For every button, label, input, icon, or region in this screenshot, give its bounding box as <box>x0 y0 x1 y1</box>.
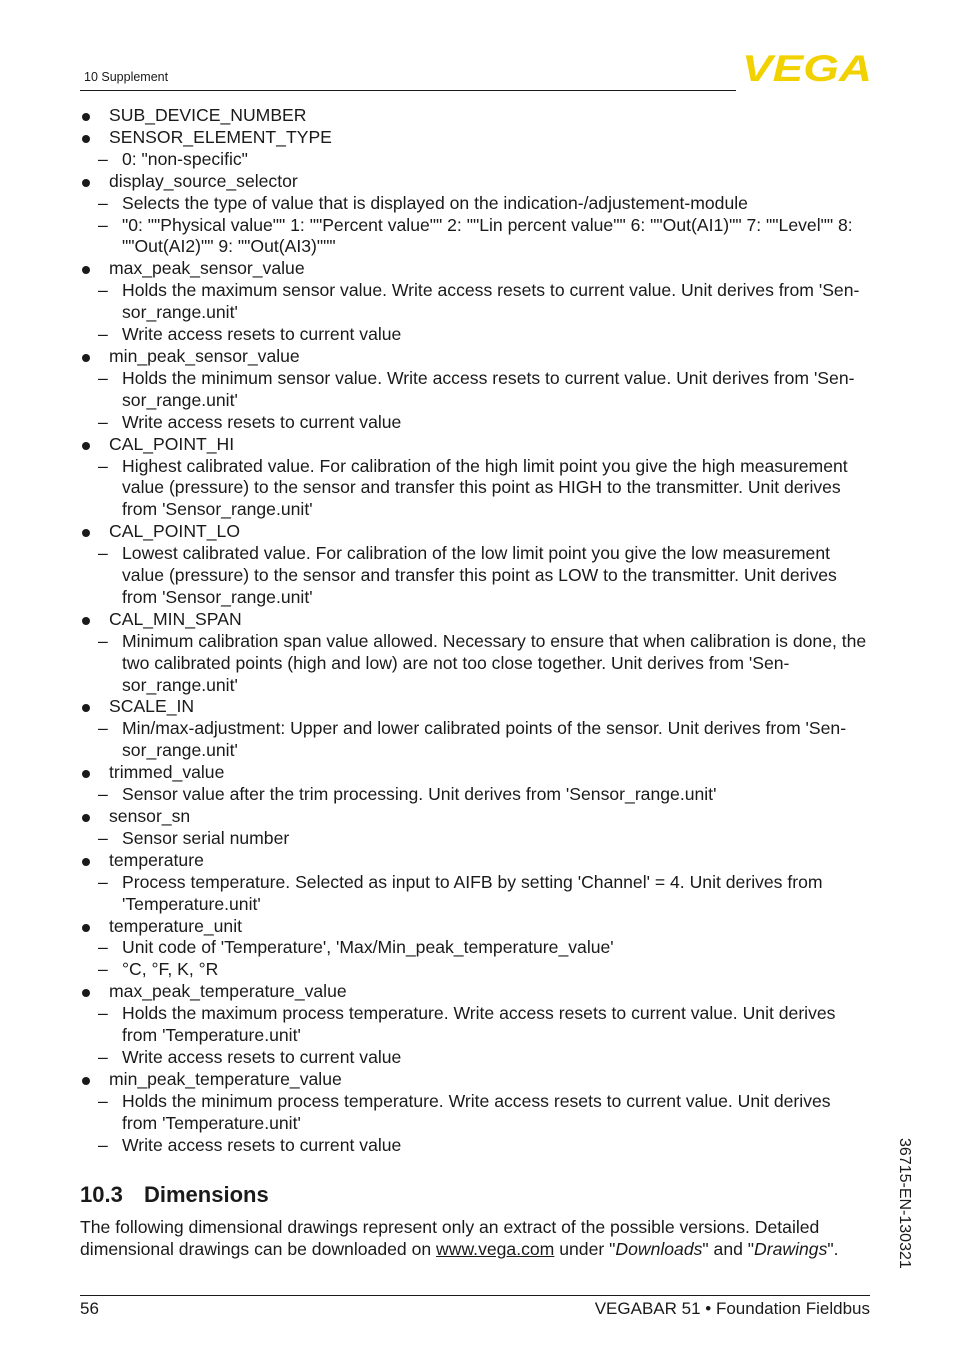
dash-marker: – <box>98 1003 108 1024</box>
list-item <box>80 981 870 1003</box>
section-heading <box>80 1182 269 1208</box>
sub-item <box>80 1047 870 1069</box>
header-divider <box>80 90 736 91</box>
sub-item <box>80 1091 870 1135</box>
sub-item-text: Holds the maximum sensor value. Write access resets to current value. Unit derives from 'Sensor_range.unit' <box>122 280 860 323</box>
sub-item <box>80 872 870 916</box>
sub-item-text: Unit code of 'Temperature', 'Max/Min_peak_temperature_value' <box>122 937 614 958</box>
bullet-icon <box>82 1077 90 1085</box>
bullet-icon <box>82 858 90 866</box>
dash-marker: – <box>98 543 108 564</box>
sub-item-text: Write access resets to current value <box>122 1046 402 1067</box>
parameter-name: SCALE_IN <box>109 696 195 717</box>
dash-marker: – <box>98 1090 108 1111</box>
sub-item <box>80 543 870 609</box>
vega-website-link[interactable]: www.vega.com <box>436 1239 555 1259</box>
vega-logo <box>741 52 873 84</box>
dash-marker: – <box>98 214 108 235</box>
dash-marker: – <box>98 411 108 432</box>
list-item <box>80 762 870 784</box>
parameter-name: CAL_POINT_HI <box>109 433 235 454</box>
dash-marker: – <box>98 455 108 476</box>
bullet-icon <box>82 135 90 143</box>
parameter-name: CAL_MIN_SPAN <box>109 608 242 629</box>
list-item <box>80 346 870 368</box>
dash-marker: – <box>98 959 108 980</box>
section-number: 10.3 <box>80 1182 123 1207</box>
list-item <box>80 609 870 631</box>
dash-marker: – <box>98 148 108 169</box>
parameter-list <box>80 105 870 1157</box>
bullet-icon <box>82 814 90 822</box>
parameter-name: temperature <box>109 849 204 870</box>
sub-item <box>80 368 870 412</box>
sub-item-text: Write access resets to current value <box>122 411 402 432</box>
bullet-icon <box>82 113 90 121</box>
list-item <box>80 105 870 127</box>
sub-item <box>80 718 870 762</box>
sub-item-text: Minimum calibration span value allowed. Necessary to ensure that when calibration is done, the two calibrated points (high and low) are not too close together. Unit derives from 'Sensor_range.unit' <box>122 630 867 695</box>
sub-item-text: "0: ""Physical value"" 1: ""Percent value"" 2: ""Lin percent value"" 6: ""Out(AI1)"" 7: ""Level"" 8: ""Out(AI2)"" 9: ""Out(AI3)""" <box>122 214 853 257</box>
sub-item-text: Lowest calibrated value. For calibration of the low limit point you give the low measurement value (pressure) to the sensor and transfer this point as LOW to the transmitter. Unit derives from 'Sensor_range.unit' <box>122 543 837 607</box>
parameter-name: SENSOR_ELEMENT_TYPE <box>109 126 332 147</box>
bullet-icon <box>82 529 90 537</box>
sub-item-text: °C, °F, K, °R <box>122 959 219 980</box>
sub-item-text: Process temperature. Selected as input to AIFB by setting 'Channel' = 4. Unit derives from 'Temperature.unit' <box>122 871 823 914</box>
intro-text: ". <box>827 1239 839 1259</box>
downloads-emphasis: Downloads <box>615 1239 703 1259</box>
bullet-icon <box>82 704 90 712</box>
list-item <box>80 806 870 828</box>
bullet-icon <box>82 989 90 997</box>
dash-marker: – <box>98 630 108 651</box>
sub-item-text: Write access resets to current value <box>122 1134 402 1155</box>
section-title: Dimensions <box>144 1182 269 1207</box>
parameter-name: max_peak_sensor_value <box>109 258 305 279</box>
bullet-icon <box>82 617 90 625</box>
sub-item <box>80 149 870 171</box>
parameter-name: CAL_POINT_LO <box>109 521 241 542</box>
bullet-icon <box>82 266 90 274</box>
sub-item-text: Sensor value after the trim processing. Unit derives from 'Sensor_range.unit' <box>122 784 717 805</box>
svg-text:VEGA: VEGA <box>742 52 872 84</box>
dash-marker: – <box>98 871 108 892</box>
sub-item-text: Write access resets to current value <box>122 324 402 345</box>
sub-item <box>80 412 870 434</box>
parameter-name: max_peak_temperature_value <box>109 981 347 1002</box>
dash-marker: – <box>98 367 108 388</box>
sub-item <box>80 828 870 850</box>
sub-item <box>80 456 870 522</box>
dash-marker: – <box>98 1046 108 1067</box>
sub-item <box>80 193 870 215</box>
dash-marker: – <box>98 784 108 805</box>
list-item <box>80 521 870 543</box>
list-item <box>80 1069 870 1091</box>
sub-item <box>80 1003 870 1047</box>
sub-item-text: 0: "non-specific" <box>122 148 248 169</box>
list-item <box>80 171 870 193</box>
list-item <box>80 434 870 456</box>
sub-item <box>80 324 870 346</box>
list-item <box>80 850 870 872</box>
parameter-name: sensor_sn <box>109 806 191 826</box>
dash-marker: – <box>98 1134 108 1155</box>
list-item <box>80 696 870 718</box>
dash-marker: – <box>98 192 108 213</box>
parameter-name: SUB_DEVICE_NUMBER <box>109 105 307 125</box>
sub-item-text: Selects the type of value that is displayed on the indication-/adjustement-module <box>122 192 748 213</box>
parameter-name: trimmed_value <box>109 762 225 783</box>
sub-item <box>80 784 870 806</box>
sub-item <box>80 631 870 697</box>
parameter-name: min_peak_temperature_value <box>109 1068 342 1089</box>
parameter-name: min_peak_sensor_value <box>109 345 300 366</box>
document-code: 36715-EN-130321 <box>896 1138 913 1269</box>
sub-item-text: Min/max-adjustment: Upper and lower calibrated points of the sensor. Unit derives from 'Sensor_range.unit' <box>122 718 847 761</box>
document-title: VEGABAR 51 • Foundation Fieldbus <box>594 1299 870 1318</box>
bullet-icon <box>82 354 90 362</box>
parameter-name: temperature_unit <box>109 915 243 936</box>
dash-marker: – <box>98 827 108 848</box>
list-item <box>80 916 870 938</box>
dash-marker: – <box>98 718 108 739</box>
list-item <box>80 258 870 280</box>
dash-marker: – <box>98 280 108 301</box>
sub-item-text: Highest calibrated value. For calibration of the high limit point you give the high measurement value (pressure) to the sensor and transfer this point as HIGH to the transmitter. Unit derives from 'Sensor_range.unit' <box>122 455 848 520</box>
dash-marker: – <box>98 937 108 958</box>
intro-text: The following dimensional drawings represent only an extract of the possible versions. Detailed dimensional drawings can be downloaded on <box>80 1217 820 1259</box>
sub-item-text: Holds the maximum process temperature. Write access resets to current value. Unit derives from 'Temperature.unit' <box>122 1003 836 1046</box>
parameter-name: display_source_selector <box>109 170 298 191</box>
sub-item-text: Holds the minimum process temperature. Write access resets to current value. Unit derives from 'Temperature.unit' <box>122 1090 831 1133</box>
dash-marker: – <box>98 324 108 345</box>
running-header: 10 Supplement <box>84 70 169 84</box>
bullet-icon <box>82 770 90 778</box>
intro-text: under " <box>554 1239 616 1259</box>
section-intro-paragraph <box>80 1216 870 1260</box>
bullet-icon <box>82 442 90 450</box>
list-item <box>80 127 870 149</box>
page-number: 56 <box>80 1299 99 1318</box>
sub-item <box>80 1135 870 1157</box>
drawings-emphasis: Drawings <box>754 1239 828 1259</box>
bullet-icon <box>82 924 90 932</box>
sub-item <box>80 959 870 981</box>
bullet-icon <box>82 179 90 187</box>
intro-text: " and " <box>702 1239 755 1259</box>
footer-divider <box>80 1295 870 1296</box>
sub-item-text: Holds the minimum sensor value. Write access resets to current value. Unit derives from 'Sensor_range.unit' <box>122 367 855 410</box>
sub-item <box>80 937 870 959</box>
sub-item <box>80 280 870 324</box>
sub-item <box>80 215 870 259</box>
sub-item-text: Sensor serial number <box>122 827 290 848</box>
